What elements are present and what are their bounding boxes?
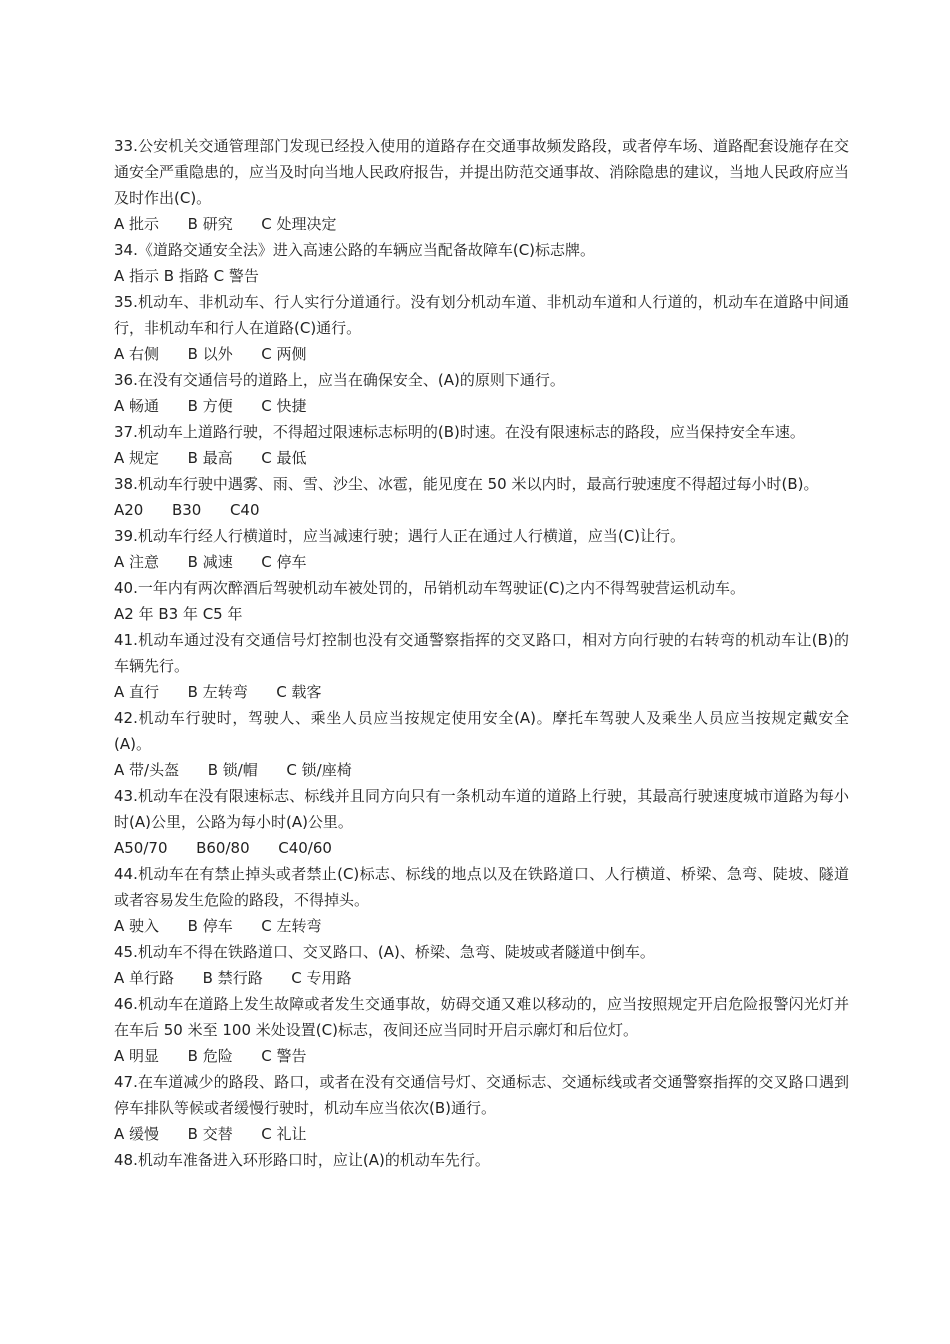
- question-33: [114, 133, 849, 237]
- answer-options: A 明显 B 危险 C 警告: [114, 1047, 307, 1065]
- question-47: [114, 1069, 849, 1147]
- question-34: [114, 237, 849, 289]
- question-text: 34.《道路交通安全法》进入高速公路的车辆应当配备故障车(C)标志牌。: [114, 241, 596, 259]
- question-44: [114, 861, 849, 939]
- answer-options: A 规定 B 最高 C 最低: [114, 449, 307, 467]
- answer-options: A 注意 B 减速 C 停车: [114, 553, 307, 571]
- question-text: 42.机动车行驶时，驾驶人、乘坐人员应当按规定使用安全(A)。摩托车驾驶人及乘坐人员应当按规定戴安全(A)。: [114, 709, 849, 753]
- answer-options: A 驶入 B 停车 C 左转弯: [114, 917, 322, 935]
- question-text: 47.在车道减少的路段、路口，或者在没有交通信号灯、交通标志、交通标线或者交通警察指挥的交叉路口遇到停车排队等候或者缓慢行驶时，机动车应当依次(B)通行。: [114, 1073, 849, 1117]
- question-text: 35.机动车、非机动车、行人实行分道通行。没有划分机动车道、非机动车道和人行道的，机动车在道路中间通行，非机动车和行人在道路(C)通行。: [114, 293, 849, 337]
- question-text: 37.机动车上道路行驶，不得超过限速标志标明的(B)时速。在没有限速标志的路段，应当保持安全车速。: [114, 423, 805, 441]
- question-text: 36.在没有交通信号的道路上，应当在确保安全、(A)的原则下通行。: [114, 371, 565, 389]
- question-43: [114, 783, 849, 861]
- answer-options: A50/70 B60/80 C40/60: [114, 839, 332, 857]
- answer-options: A 右侧 B 以外 C 两侧: [114, 345, 307, 363]
- question-text: 38.机动车行驶中遇雾、雨、雪、沙尘、冰雹，能见度在 50 米以内时，最高行驶速度不得超过每小时(B)。: [114, 475, 819, 493]
- answer-options: A20 B30 C40: [114, 501, 260, 519]
- question-48: [114, 1147, 849, 1173]
- answer-options: A 单行路 B 禁行路 C 专用路: [114, 969, 352, 987]
- question-text: 44.机动车在有禁止掉头或者禁止(C)标志、标线的地点以及在铁路道口、人行横道、桥梁、急弯、陡坡、隧道或者容易发生危险的路段，不得掉头。: [114, 865, 849, 909]
- question-36: [114, 367, 849, 419]
- question-text: 39.机动车行经人行横道时，应当减速行驶；遇行人正在通过人行横道，应当(C)让行。: [114, 527, 686, 545]
- answer-options: A 缓慢 B 交替 C 礼让: [114, 1125, 307, 1143]
- question-text: 41.机动车通过没有交通信号灯控制也没有交通警察指挥的交叉路口，相对方向行驶的右转弯的机动车让(B)的车辆先行。: [114, 631, 849, 675]
- question-35: [114, 289, 849, 367]
- question-40: [114, 575, 849, 627]
- answer-options: A 指示 B 指路 C 警告: [114, 267, 259, 285]
- question-37: [114, 419, 849, 471]
- question-42: [114, 705, 849, 783]
- question-38: [114, 471, 849, 523]
- question-45: [114, 939, 849, 991]
- question-46: [114, 991, 849, 1069]
- answer-options: A2 年 B3 年 C5 年: [114, 605, 243, 623]
- answer-options: A 直行 B 左转弯 C 载客: [114, 683, 322, 701]
- question-text: 33.公安机关交通管理部门发现已经投入使用的道路存在交通事故频发路段，或者停车场、道路配套设施存在交通安全严重隐患的，应当及时向当地人民政府报告，并提出防范交通事故、消除隐患的建议，当地人民政府应当及时作出(C)。: [114, 137, 850, 207]
- question-41: [114, 627, 849, 705]
- answer-options: A 带/头盔 B 锁/帽 C 锁/座椅: [114, 761, 352, 779]
- question-text: 40.一年内有两次醉酒后驾驶机动车被处罚的，吊销机动车驾驶证(C)之内不得驾驶营运机动车。: [114, 579, 746, 597]
- question-text: 45.机动车不得在铁路道口、交叉路口、(A)、桥梁、急弯、陡坡或者隧道中倒车。: [114, 943, 655, 961]
- question-text: 48.机动车准备进入环形路口时，应让(A)的机动车先行。: [114, 1151, 490, 1169]
- answer-options: A 畅通 B 方便 C 快捷: [114, 397, 307, 415]
- question-text: 46.机动车在道路上发生故障或者发生交通事故，妨碍交通又难以移动的，应当按照规定开启危险报警闪光灯并在车后 50 米至 100 米处设置(C)标志，夜间还应当同时开启示廓灯和后位灯。: [114, 995, 849, 1039]
- document-page: [114, 133, 849, 1173]
- question-text: 43.机动车在没有限速标志、标线并且同方向只有一条机动车道的道路上行驶，其最高行驶速度城市道路为每小时(A)公里，公路为每小时(A)公里。: [114, 787, 849, 831]
- answer-options: A 批示 B 研究 C 处理决定: [114, 215, 337, 233]
- question-39: [114, 523, 849, 575]
